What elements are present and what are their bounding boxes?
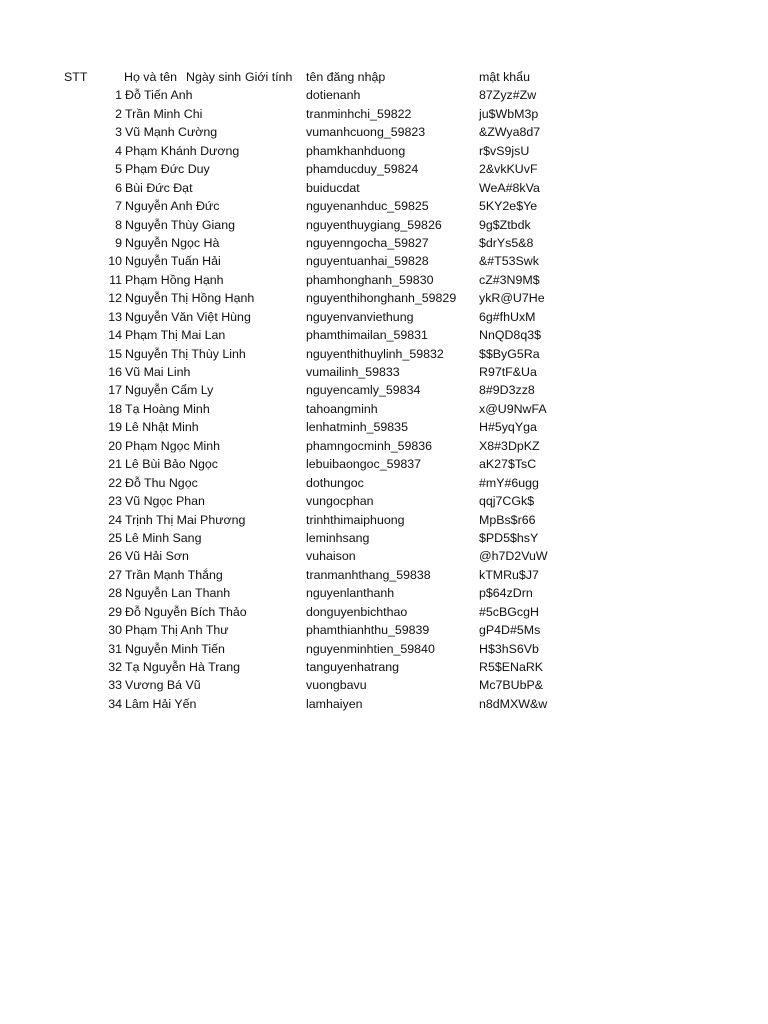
table-row bbox=[0, 695, 768, 713]
table-row bbox=[0, 492, 768, 510]
header-stt: STT bbox=[64, 70, 88, 84]
table-row bbox=[0, 234, 768, 252]
cell-password: $PD5$hsY bbox=[479, 530, 539, 545]
cell-full-name: Phạm Hồng Hạnh bbox=[125, 272, 224, 287]
cell-username: dothungoc bbox=[306, 475, 364, 490]
cell-username: donguyenbichthao bbox=[306, 604, 408, 619]
header-full-name: Họ và tên bbox=[124, 70, 178, 84]
table-row bbox=[0, 455, 768, 473]
cell-username: lamhaiyen bbox=[306, 696, 363, 711]
cell-stt: 30 bbox=[108, 623, 122, 638]
cell-full-name: Nguyễn Lan Thanh bbox=[125, 586, 231, 601]
cell-stt: 15 bbox=[108, 346, 122, 361]
cell-password: p$64zDrn bbox=[479, 586, 533, 601]
table-row bbox=[0, 584, 768, 602]
cell-username: phamthianhthu_59839 bbox=[306, 623, 430, 638]
cell-full-name: Vũ Mai Linh bbox=[125, 365, 191, 379]
cell-full-name: Tạ Hoàng Minh bbox=[125, 401, 210, 416]
table-row bbox=[0, 547, 768, 565]
cell-full-name: Nguyễn Thùy Giang bbox=[125, 217, 235, 232]
cell-stt: 7 bbox=[115, 199, 122, 214]
cell-username: phamthimailan_59831 bbox=[306, 328, 428, 343]
cell-stt: 31 bbox=[108, 641, 122, 656]
cell-stt: 11 bbox=[109, 272, 122, 287]
table-body bbox=[0, 86, 768, 713]
cell-full-name: Trịnh Thị Mai Phương bbox=[125, 512, 246, 527]
cell-username: phamkhanhduong bbox=[306, 143, 406, 158]
cell-full-name: Nguyễn Văn Việt Hùng bbox=[125, 309, 251, 324]
cell-stt: 9 bbox=[115, 235, 122, 250]
cell-stt: 13 bbox=[108, 309, 122, 324]
cell-full-name: Nguyễn Minh Tiến bbox=[125, 641, 225, 656]
student-account-table bbox=[0, 68, 768, 713]
cell-username: dotienanh bbox=[306, 88, 361, 103]
table-row bbox=[0, 197, 768, 215]
cell-stt: 26 bbox=[108, 549, 122, 564]
cell-username: tranminhchi_59822 bbox=[306, 106, 412, 121]
cell-full-name: Đỗ Tiến Anh bbox=[125, 88, 193, 103]
cell-stt: 25 bbox=[108, 530, 122, 545]
cell-username: tanguyenhatrang bbox=[306, 660, 400, 674]
cell-username: leminhsang bbox=[306, 530, 370, 545]
cell-password: 9g$Ztbdk bbox=[479, 217, 531, 232]
cell-stt: 16 bbox=[108, 365, 122, 379]
header-username: tên đăng nhập bbox=[306, 70, 386, 84]
cell-stt: 20 bbox=[108, 438, 122, 453]
table-row bbox=[0, 271, 768, 289]
cell-password: n8dMXW&w bbox=[479, 696, 548, 711]
cell-stt: 10 bbox=[108, 254, 122, 269]
cell-username: nguyenanhduc_59825 bbox=[306, 199, 429, 214]
cell-password: $$ByG5Ra bbox=[479, 346, 540, 361]
table-row bbox=[0, 529, 768, 547]
cell-username: phamducduy_59824 bbox=[306, 162, 419, 177]
cell-full-name: Nguyễn Cẩm Ly bbox=[125, 383, 214, 398]
cell-stt: 18 bbox=[108, 401, 122, 416]
cell-username: nguyenthihonghanh_59829 bbox=[306, 291, 457, 306]
header-date-of-birth: Ngày sinh bbox=[186, 70, 242, 84]
cell-password: Mc7BUbP& bbox=[479, 678, 544, 693]
cell-username: nguyencamly_59834 bbox=[306, 383, 421, 398]
cell-full-name: Bùi Đức Đạt bbox=[125, 180, 193, 195]
cell-password: MpBs$r66 bbox=[479, 512, 536, 527]
cell-username: phamhonghanh_59830 bbox=[306, 272, 434, 287]
cell-password: 2&vkKUvF bbox=[479, 162, 538, 177]
cell-full-name: Phạm Ngọc Minh bbox=[125, 438, 221, 453]
cell-username: phamngocminh_59836 bbox=[306, 438, 433, 453]
table-row bbox=[0, 142, 768, 160]
cell-full-name: Nguyễn Thị Hồng Hạnh bbox=[125, 291, 255, 306]
cell-full-name: Lê Bùi Bảo Ngọc bbox=[125, 457, 218, 472]
table-row bbox=[0, 179, 768, 197]
cell-full-name: Vũ Mạnh Cường bbox=[125, 125, 218, 140]
cell-stt: 19 bbox=[108, 420, 122, 435]
cell-full-name: Vương Bá Vũ bbox=[125, 678, 201, 693]
cell-username: vumailinh_59833 bbox=[306, 365, 400, 379]
cell-username: tahoangminh bbox=[306, 401, 378, 416]
table-row bbox=[0, 658, 768, 676]
cell-full-name: Tạ Nguyễn Hà Trang bbox=[125, 660, 241, 674]
cell-stt: 5 bbox=[115, 162, 122, 177]
cell-stt: 4 bbox=[115, 143, 122, 158]
cell-username: nguyentuanhai_59828 bbox=[306, 254, 429, 269]
cell-username: nguyenminhtien_59840 bbox=[306, 641, 435, 656]
cell-stt: 8 bbox=[115, 217, 122, 232]
cell-full-name: Nguyễn Anh Đức bbox=[125, 199, 220, 214]
cell-password: 5KY2e$Ye bbox=[479, 199, 538, 214]
cell-password: $drYs5&8 bbox=[479, 235, 534, 250]
table-row bbox=[0, 474, 768, 492]
cell-username: vungocphan bbox=[306, 494, 374, 509]
table-row bbox=[0, 216, 768, 234]
cell-stt: 23 bbox=[108, 494, 122, 509]
cell-password: #mY#6ugg bbox=[479, 475, 539, 490]
cell-password: ykR@U7He bbox=[479, 291, 545, 306]
cell-stt: 3 bbox=[115, 125, 122, 140]
cell-full-name: Vũ Hải Sơn bbox=[125, 549, 189, 564]
cell-full-name: Nguyễn Tuấn Hải bbox=[125, 254, 221, 269]
table-row bbox=[0, 160, 768, 178]
cell-full-name: Đỗ Nguyễn Bích Thảo bbox=[125, 604, 247, 619]
cell-username: vuhaison bbox=[306, 549, 356, 564]
cell-password: cZ#3N9M$ bbox=[479, 272, 540, 287]
table-row bbox=[0, 326, 768, 344]
cell-password: H$3hS6Vb bbox=[479, 641, 539, 656]
cell-stt: 24 bbox=[108, 512, 122, 527]
table-row bbox=[0, 289, 768, 307]
cell-full-name: Phạm Thị Anh Thư bbox=[125, 623, 229, 638]
table-row bbox=[0, 400, 768, 418]
table-row bbox=[0, 363, 768, 381]
cell-stt: 21 bbox=[108, 457, 122, 472]
cell-full-name: Vũ Ngọc Phan bbox=[125, 494, 205, 509]
cell-password: X8#3DpKZ bbox=[479, 438, 540, 453]
cell-password: x@U9NwFA bbox=[479, 401, 547, 416]
cell-full-name: Lâm Hải Yến bbox=[125, 696, 197, 711]
cell-stt: 22 bbox=[108, 475, 122, 490]
header-password: mật khẩu bbox=[479, 70, 530, 84]
cell-username: nguyenthithuylinh_59832 bbox=[306, 346, 444, 361]
table-row bbox=[0, 621, 768, 639]
cell-full-name: Lê Nhật Minh bbox=[125, 420, 199, 435]
cell-password: 87Zyz#Zw bbox=[479, 88, 537, 103]
cell-password: ju$WbM3p bbox=[479, 106, 539, 121]
cell-stt: 14 bbox=[108, 328, 122, 343]
cell-full-name: Phạm Thị Mai Lan bbox=[125, 328, 226, 343]
cell-stt: 1 bbox=[115, 88, 122, 103]
cell-stt: 28 bbox=[108, 586, 122, 601]
table-row bbox=[0, 86, 768, 104]
cell-password: H#5yqYga bbox=[479, 420, 537, 435]
cell-full-name: Phạm Khánh Dương bbox=[125, 143, 240, 158]
cell-password: 8#9D3zz8 bbox=[479, 383, 535, 398]
header-gender: Giới tính bbox=[245, 70, 293, 84]
table-row bbox=[0, 381, 768, 399]
cell-stt: 33 bbox=[108, 678, 122, 693]
cell-stt: 27 bbox=[108, 567, 122, 582]
cell-stt: 12 bbox=[108, 291, 122, 306]
cell-full-name: Phạm Đức Duy bbox=[125, 162, 210, 177]
table-row bbox=[0, 511, 768, 529]
table-row bbox=[0, 252, 768, 270]
cell-password: R5$ENaRK bbox=[479, 660, 544, 674]
table-row bbox=[0, 105, 768, 123]
cell-password: #5cBGcgH bbox=[479, 604, 539, 619]
cell-password: kTMRu$J7 bbox=[479, 567, 539, 582]
table-row bbox=[0, 123, 768, 141]
table-row bbox=[0, 345, 768, 363]
cell-full-name: Nguyễn Thị Thùy Linh bbox=[125, 346, 246, 361]
cell-username: nguyenvanviethung bbox=[306, 309, 414, 324]
cell-full-name: Nguyễn Ngọc Hà bbox=[125, 235, 220, 250]
cell-username: buiducdat bbox=[306, 180, 360, 195]
cell-stt: 29 bbox=[108, 604, 122, 619]
table-row bbox=[0, 308, 768, 326]
cell-full-name: Trần Mạnh Thắng bbox=[125, 567, 223, 582]
table-row bbox=[0, 418, 768, 436]
cell-password: WeA#8kVa bbox=[479, 180, 540, 195]
cell-password: gP4D#5Ms bbox=[479, 623, 541, 638]
cell-stt: 17 bbox=[108, 383, 122, 398]
cell-username: lebuibaongoc_59837 bbox=[306, 457, 422, 472]
cell-username: vumanhcuong_59823 bbox=[306, 125, 426, 140]
cell-username: nguyenngocha_59827 bbox=[306, 235, 429, 250]
cell-full-name: Lê Minh Sang bbox=[125, 530, 202, 545]
cell-username: vuongbavu bbox=[306, 678, 367, 693]
cell-full-name: Trần Minh Chi bbox=[125, 106, 203, 121]
cell-full-name: Đỗ Thu Ngọc bbox=[125, 475, 198, 490]
cell-password: &#T53Swk bbox=[479, 254, 539, 269]
cell-username: trinhthimaiphuong bbox=[306, 512, 405, 527]
cell-username: lenhatminh_59835 bbox=[306, 420, 408, 435]
cell-password: NnQD8q3$ bbox=[479, 328, 541, 343]
cell-username: nguyenlanthanh bbox=[306, 586, 395, 601]
cell-stt: 6 bbox=[115, 180, 122, 195]
table-row bbox=[0, 640, 768, 658]
cell-password: @h7D2VuW bbox=[479, 549, 548, 564]
cell-password: &ZWya8d7 bbox=[479, 125, 541, 140]
cell-stt: 2 bbox=[115, 106, 122, 121]
cell-username: tranmanhthang_59838 bbox=[306, 567, 431, 582]
cell-password: qqj7CGk$ bbox=[479, 494, 535, 509]
table-row bbox=[0, 437, 768, 455]
cell-password: 6g#fhUxM bbox=[479, 309, 536, 324]
table-row bbox=[0, 676, 768, 694]
cell-password: aK27$TsC bbox=[479, 457, 537, 472]
header-row bbox=[0, 68, 768, 86]
table-row bbox=[0, 566, 768, 584]
cell-password: R97tF&Ua bbox=[479, 365, 537, 379]
cell-stt: 34 bbox=[108, 696, 122, 711]
cell-password: r$vS9jsU bbox=[479, 143, 530, 158]
cell-stt: 32 bbox=[108, 660, 122, 674]
table-row bbox=[0, 603, 768, 621]
cell-username: nguyenthuygiang_59826 bbox=[306, 217, 442, 232]
